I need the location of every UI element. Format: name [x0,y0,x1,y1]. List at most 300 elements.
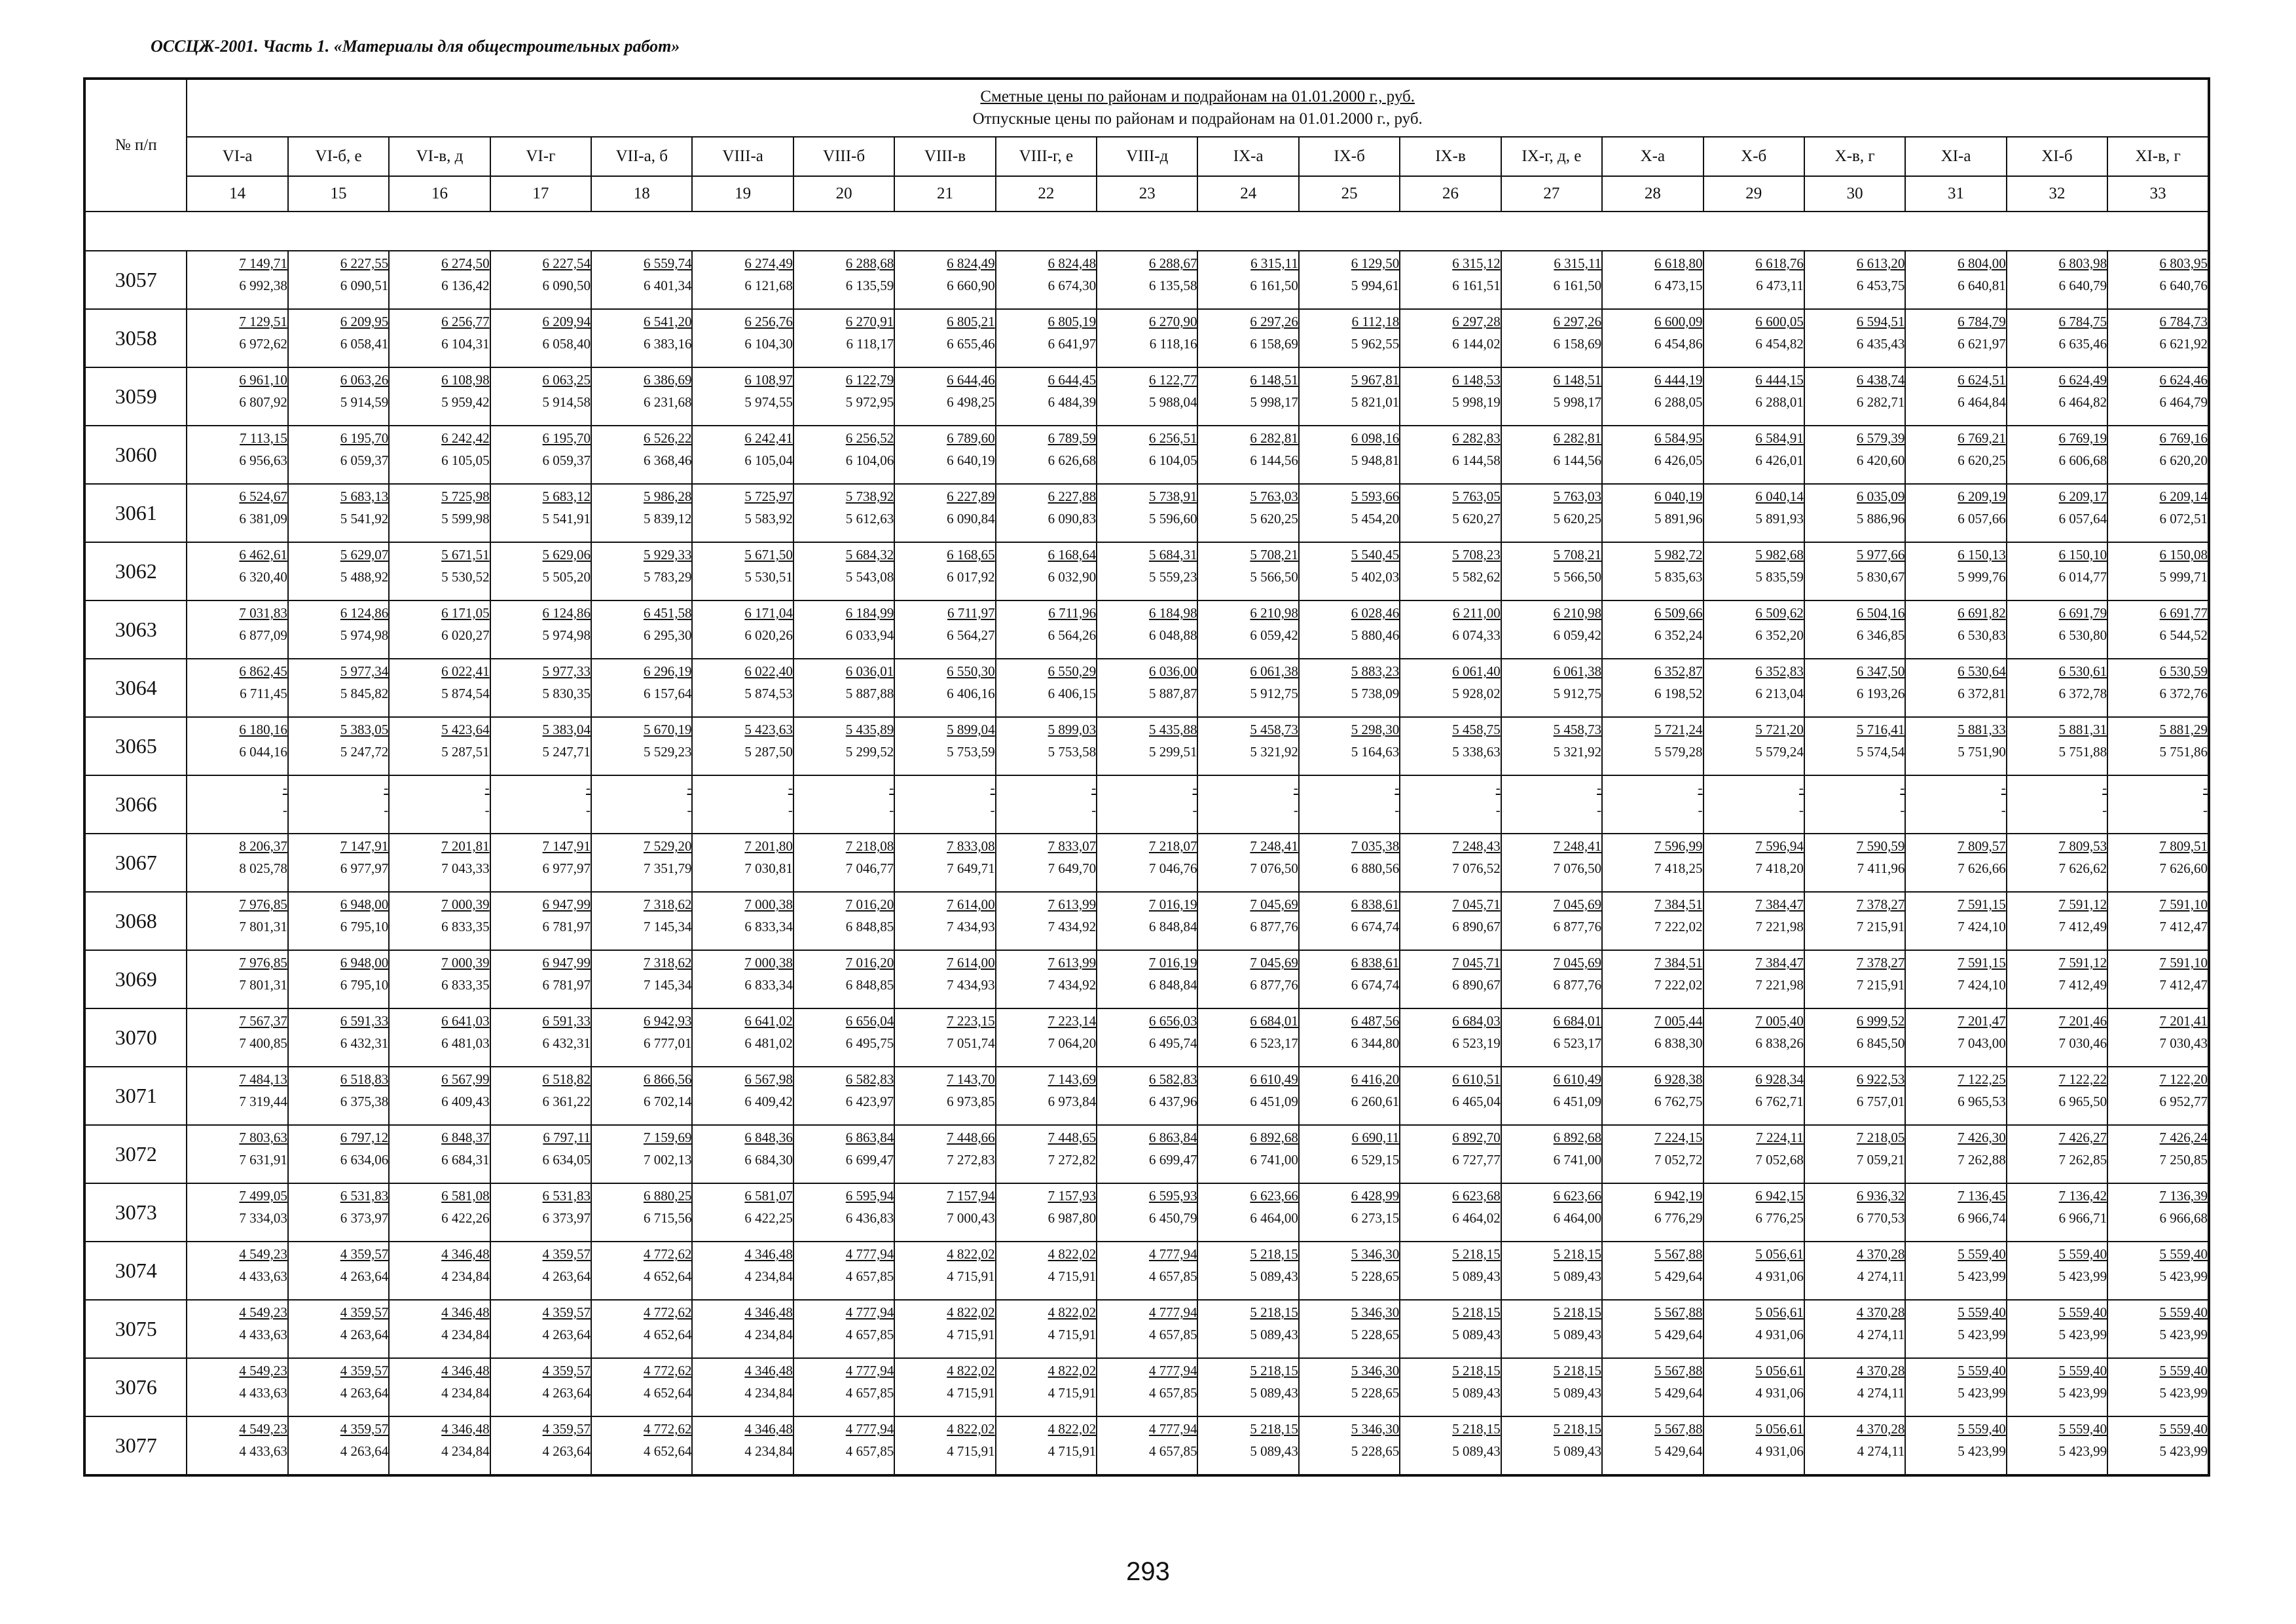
release-price: 5 228,65 [1351,1443,1400,1459]
release-price: 5 529,23 [643,744,692,760]
price-cell [996,1125,1097,1183]
row-number: 3074 [84,1242,187,1300]
estimate-price: 5 881,33 [1958,722,2006,737]
release-price: 6 135,58 [1148,278,1197,293]
release-price: 6 781,97 [542,977,591,993]
release-price: 6 454,86 [1654,336,1703,352]
estimate-price: 6 641,03 [441,1013,490,1029]
price-cell [1602,950,1703,1008]
price-cell [591,1358,692,1416]
release-price: 4 274,11 [1857,1268,1905,1284]
price-cell [793,1008,894,1067]
release-price: 4 274,11 [1857,1385,1905,1401]
estimate-price: 7 122,22 [2058,1071,2107,1087]
release-price: - [1597,802,1602,818]
estimate-price: 6 691,79 [2058,605,2107,621]
column-number: 25 [1299,176,1400,212]
estimate-price: 5 435,89 [845,722,894,737]
estimate-price: 5 567,88 [1654,1304,1703,1320]
release-price: 6 406,16 [947,686,995,701]
estimate-price: 7 224,15 [1654,1130,1703,1145]
estimate-price: 7 384,47 [1755,896,1804,912]
price-cell [288,1067,389,1125]
estimate-price: 6 582,83 [845,1071,894,1087]
price-cell [793,426,894,484]
price-cell [2007,1416,2107,1475]
estimate-price: 5 721,20 [1755,722,1804,737]
price-cell [288,834,389,892]
release-price: 5 891,93 [1755,511,1804,526]
price-cell [490,1242,591,1300]
release-price: 5 089,43 [1553,1385,1602,1401]
price-cell [1400,775,1501,834]
price-cell [1400,251,1501,309]
region-header-row [84,137,2209,176]
region-header: VIII-д [1097,137,1197,176]
price-cell [1704,892,1804,950]
price-cell [692,309,793,367]
price-cell [389,892,490,950]
estimate-price: 4 549,23 [239,1421,287,1437]
price-cell [490,1300,591,1358]
release-price: 7 631,91 [239,1152,287,1168]
price-cell [692,1416,793,1475]
price-cell [894,367,995,426]
estimate-price: 7 591,10 [2159,896,2208,912]
price-cell [1804,775,1905,834]
spacer-cell [84,212,2209,251]
price-cell [1704,950,1804,1008]
column-number: 23 [1097,176,1197,212]
estimate-price: 6 797,12 [340,1130,389,1145]
estimate-price: 6 644,45 [1048,372,1097,388]
estimate-price: 5 559,40 [2058,1246,2107,1262]
price-cell [1804,367,1905,426]
price-cell [1602,1416,1703,1475]
document-header: ОССЦЖ-2001. Часть 1. «Материалы для общестроительных работ» [151,37,680,56]
release-price: 6 104,06 [845,452,894,468]
release-price: 6 282,71 [1856,394,1905,410]
price-cell [1097,600,1197,659]
release-price: 5 423,99 [1958,1385,2006,1401]
release-price: 5 582,62 [1452,569,1501,585]
release-price: 6 157,64 [643,686,692,701]
estimate-price: 6 644,46 [947,372,995,388]
estimate-price: 4 549,23 [239,1304,287,1320]
release-price: 6 699,47 [845,1152,894,1168]
estimate-price: 5 218,15 [1452,1246,1501,1262]
price-cell [1299,775,1400,834]
release-price: 7 222,02 [1654,919,1703,934]
release-price: 5 999,76 [1958,569,2006,585]
price-cell [1602,717,1703,775]
release-price: 4 657,85 [845,1385,894,1401]
price-cell [996,484,1097,542]
estimate-price: 5 671,51 [441,547,490,563]
estimate-price: 5 899,03 [1048,722,1097,737]
estimate-price: 7 614,00 [947,955,995,970]
release-price: 5 887,87 [1148,686,1197,701]
release-price: 6 104,05 [1148,452,1197,468]
estimate-price: 6 184,98 [1148,605,1197,621]
release-price: 5 247,72 [340,744,389,760]
price-cell [187,542,287,600]
estimate-price: 4 822,02 [947,1304,995,1320]
release-price: 5 880,46 [1351,627,1400,643]
estimate-price: 6 567,99 [441,1071,490,1087]
estimate-price: 5 629,06 [542,547,591,563]
estimate-price: - [1698,780,1703,796]
estimate-price: 7 016,19 [1148,955,1197,970]
release-price: 6 144,02 [1452,336,1501,352]
estimate-price: 6 797,11 [543,1130,591,1145]
release-price: 5 596,60 [1148,511,1197,526]
estimate-price: 7 016,20 [845,896,894,912]
release-price: 5 530,51 [744,569,793,585]
release-price: 7 052,72 [1654,1152,1703,1168]
estimate-price: 6 040,14 [1755,489,1804,504]
price-cell [1299,426,1400,484]
estimate-price: 7 201,81 [441,838,490,854]
release-price: 5 620,27 [1452,511,1501,526]
table-row [84,1008,2209,1067]
release-price: 7 221,98 [1755,977,1804,993]
price-cell [1704,1008,1804,1067]
release-price: 5 541,91 [542,511,591,526]
estimate-price: 6 610,51 [1452,1071,1501,1087]
release-price: - [1192,802,1197,818]
estimate-price: 6 595,93 [1148,1188,1197,1204]
estimate-price: 6 584,91 [1755,430,1804,446]
release-price: 4 234,84 [744,1385,793,1401]
estimate-price: 5 738,92 [845,489,894,504]
estimate-price: 7 005,44 [1654,1013,1703,1029]
price-cell [2107,1008,2209,1067]
price-cell [2007,775,2107,834]
estimate-price: 5 716,41 [1856,722,1905,737]
row-number: 3073 [84,1183,187,1242]
estimate-price: 7 248,43 [1452,838,1501,854]
estimate-price: 6 711,97 [947,605,995,621]
release-price: 6 352,20 [1755,627,1804,643]
price-cell [692,659,793,717]
estimate-price: - [2102,780,2107,796]
estimate-price: 7 809,57 [1958,838,2006,854]
release-price: 8 025,78 [239,860,287,876]
price-cell [1097,892,1197,950]
row-number: 3068 [84,892,187,950]
estimate-price: 4 822,02 [1048,1304,1097,1320]
estimate-price: 6 618,76 [1755,255,1804,271]
release-price: 4 657,85 [1148,1443,1197,1459]
estimate-price: 6 684,01 [1250,1013,1298,1029]
price-cell [894,542,995,600]
price-cell [692,1242,793,1300]
estimate-price: - [1293,780,1298,796]
price-cell [288,775,389,834]
estimate-price: 5 218,15 [1553,1246,1602,1262]
price-cell [1905,717,2006,775]
row-number: 3076 [84,1358,187,1416]
estimate-price: 7 136,42 [2058,1188,2107,1204]
release-price: 6 105,05 [441,452,490,468]
estimate-price: 6 947,99 [542,896,591,912]
price-cell [187,484,287,542]
release-price: 4 657,85 [1148,1268,1197,1284]
estimate-price: 6 444,19 [1654,372,1703,388]
price-cell [490,1358,591,1416]
estimate-price: 6 487,56 [1351,1013,1400,1029]
estimate-price: 5 218,15 [1452,1421,1501,1437]
price-cell [996,950,1097,1008]
estimate-price: 4 346,48 [744,1363,793,1378]
release-price: 4 715,91 [1048,1268,1097,1284]
release-price: 6 529,15 [1351,1152,1400,1168]
price-cell [490,484,591,542]
release-price: 5 948,81 [1351,452,1400,468]
price-cell [1299,1300,1400,1358]
estimate-price: - [1798,780,1804,796]
release-price: 4 715,91 [947,1268,995,1284]
release-price: - [484,802,490,818]
release-price: 5 089,43 [1452,1385,1501,1401]
price-cell [1501,309,1602,367]
estimate-price: - [1192,780,1197,796]
release-price: 5 543,08 [845,569,894,585]
estimate-price: 7 113,15 [240,430,287,446]
estimate-price: 5 763,05 [1452,489,1501,504]
price-cell [1501,1067,1602,1125]
price-cell [389,950,490,1008]
price-cell [1400,1358,1501,1416]
estimate-price: 7 809,51 [2159,838,2208,854]
release-price: 6 105,04 [744,452,793,468]
release-price: 4 263,64 [542,1385,591,1401]
price-cell [793,1242,894,1300]
price-cell [288,717,389,775]
release-price: 6 426,01 [1755,452,1804,468]
release-price: 6 161,50 [1553,278,1602,293]
price-cell [288,1358,389,1416]
release-price: 6 198,52 [1654,686,1703,701]
estimate-price: 4 359,57 [340,1363,389,1378]
release-price: 6 833,34 [744,977,793,993]
release-price: 6 161,50 [1250,278,1298,293]
estimate-price: 6 428,99 [1351,1188,1400,1204]
estimate-price: 4 772,62 [643,1246,692,1262]
estimate-price: 5 763,03 [1250,489,1298,504]
estimate-price: 6 282,81 [1553,430,1602,446]
estimate-price: - [889,780,894,796]
price-cell [1097,367,1197,426]
estimate-price: 6 352,87 [1654,663,1703,679]
price-cell [1804,1125,1905,1183]
table-row [84,1183,2209,1242]
price-cell [591,1242,692,1300]
release-price: 4 652,64 [643,1327,692,1342]
price-cell [1501,834,1602,892]
release-price: 6 640,19 [947,452,995,468]
price-cell [1299,1358,1400,1416]
price-cell [288,1242,389,1300]
estimate-price: 5 383,05 [340,722,389,737]
row-number: 3069 [84,950,187,1008]
price-cell [894,1300,995,1358]
estimate-price: 7 590,59 [1856,838,1905,854]
estimate-price: 4 777,94 [845,1421,894,1437]
release-price: 6 118,17 [846,336,894,352]
price-cell [1602,1183,1703,1242]
price-cell [1905,367,2006,426]
release-price: 7 043,33 [441,860,490,876]
price-cell [1704,542,1804,600]
price-cell [1400,1125,1501,1183]
price-cell [591,309,692,367]
release-price: 5 579,24 [1755,744,1804,760]
estimate-price: 7 224,11 [1756,1130,1804,1145]
release-price: 6 711,45 [240,686,287,701]
release-price: 5 912,75 [1553,686,1602,701]
release-price: - [1698,802,1703,818]
estimate-price: 6 180,16 [239,722,287,737]
estimate-price: 4 822,02 [1048,1246,1097,1262]
price-cell [793,542,894,600]
estimate-price: 6 531,83 [340,1188,389,1204]
column-number: 20 [793,176,894,212]
price-cell [490,426,591,484]
price-cell [1602,775,1703,834]
estimate-price: 5 899,04 [947,722,995,737]
column-number: 14 [187,176,287,212]
release-price: 6 848,84 [1148,919,1197,934]
release-price: 5 423,99 [1958,1327,2006,1342]
price-cell [2007,659,2107,717]
column-number: 15 [288,176,389,212]
release-price: 5 228,65 [1351,1268,1400,1284]
estimate-price: 6 518,83 [340,1071,389,1087]
release-price: - [384,802,389,818]
estimate-price: - [282,780,287,796]
release-price: 6 020,26 [744,627,793,643]
price-cell [2107,600,2209,659]
price-cell [1197,717,1298,775]
estimate-price: 6 624,49 [2058,372,2107,388]
price-cell [1905,542,2006,600]
price-cell [1501,542,1602,600]
release-price: 5 164,63 [1351,744,1400,760]
release-price: 7 002,13 [643,1152,692,1168]
price-cell [692,251,793,309]
release-price: 6 465,04 [1452,1094,1501,1109]
price-cell [996,659,1097,717]
estimate-price: 5 929,33 [643,547,692,563]
price-cell [187,309,287,367]
estimate-price: 7 218,08 [845,838,894,854]
price-cell [2107,542,2209,600]
price-cell [793,1300,894,1358]
estimate-price: - [990,780,995,796]
price-cell [2107,717,2209,775]
release-price: 5 753,58 [1048,744,1097,760]
price-cell [2107,426,2209,484]
estimate-price: 6 784,79 [1958,314,2006,329]
release-price: 5 738,09 [1351,686,1400,701]
estimate-price: 4 370,28 [1856,1304,1905,1320]
estimate-price: 6 684,01 [1553,1013,1602,1029]
estimate-price: 6 288,67 [1148,255,1197,271]
price-cell [1400,1183,1501,1242]
release-price: 5 914,59 [340,394,389,410]
price-cell [1905,1067,2006,1125]
estimate-price: 6 623,66 [1250,1188,1298,1204]
release-price: 6 966,68 [2159,1210,2208,1226]
price-cell [1602,309,1703,367]
price-cell [490,309,591,367]
price-cell [2007,309,2107,367]
estimate-price: 6 948,00 [340,955,389,970]
estimate-price: 6 256,52 [845,430,894,446]
region-header: IX-в [1400,137,1501,176]
estimate-price: 5 738,91 [1148,489,1197,504]
release-price: 7 262,88 [1958,1152,2006,1168]
price-cell [1804,834,1905,892]
estimate-price: 5 298,30 [1351,722,1400,737]
release-price: 4 931,06 [1755,1385,1804,1401]
release-price: 6 762,71 [1755,1094,1804,1109]
estimate-price: 7 045,69 [1553,896,1602,912]
release-price: 6 464,02 [1452,1210,1501,1226]
estimate-price: 6 784,73 [2159,314,2208,329]
price-cell [1299,1416,1400,1475]
price-cell [1804,892,1905,950]
price-cell [1804,1242,1905,1300]
release-price: 6 295,30 [643,627,692,643]
estimate-price: 6 438,74 [1856,372,1905,388]
estimate-price: 6 184,99 [845,605,894,621]
estimate-price: 6 581,07 [744,1188,793,1204]
estimate-price: 4 772,62 [643,1421,692,1437]
estimate-price: 5 218,15 [1553,1304,1602,1320]
price-cell [1501,659,1602,717]
release-price: 5 429,64 [1654,1385,1703,1401]
row-number: 3063 [84,600,187,659]
estimate-price: 7 976,85 [239,955,287,970]
estimate-price: 5 986,28 [643,489,692,504]
price-cell [894,1125,995,1183]
estimate-price: 6 550,30 [947,663,995,679]
estimate-price: 6 948,00 [340,896,389,912]
release-price: 7 351,79 [643,860,692,876]
estimate-price: 4 370,28 [1856,1421,1905,1437]
column-number: 17 [490,176,591,212]
price-cell [591,1125,692,1183]
estimate-price: 6 210,98 [1553,605,1602,621]
estimate-price: 7 613,99 [1048,896,1097,912]
price-cell [389,659,490,717]
price-cell [2007,892,2107,950]
estimate-price: 6 462,61 [239,547,287,563]
price-cell [2007,1125,2107,1183]
release-price: 5 429,64 [1654,1443,1703,1459]
table-row [84,1067,2209,1125]
release-price: 7 801,31 [239,977,287,993]
price-cell [692,484,793,542]
estimate-price: 5 218,15 [1553,1363,1602,1378]
release-price: 7 626,60 [2159,860,2208,876]
price-cell [1804,484,1905,542]
estimate-price: 6 579,39 [1856,430,1905,446]
estimate-price: 7 218,05 [1856,1130,1905,1145]
